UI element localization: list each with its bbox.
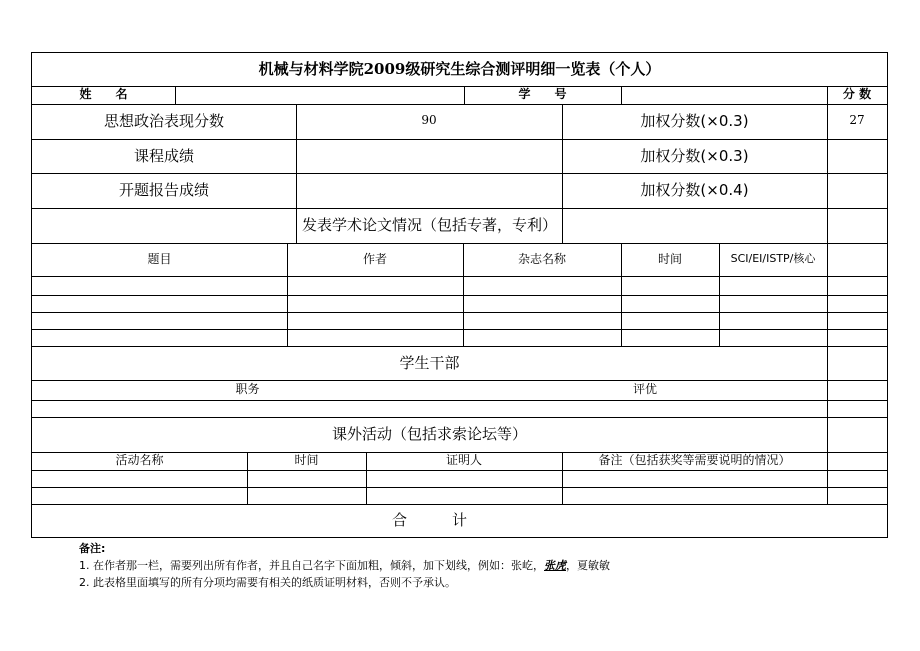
- papers-col-journal: 杂志名称: [517, 251, 566, 266]
- student-id-field[interactable]: [621, 86, 827, 104]
- note-1-prefix: 1. 在作者那一栏，需要列出所有作者，并且自己名字下面加粗，倾斜，加下划线，例如：张屹，: [79, 559, 544, 572]
- course-weighted-score[interactable]: [827, 139, 887, 173]
- total-label: 合 计: [391, 511, 467, 530]
- course-score-label: 课程成绩: [133, 146, 194, 165]
- form-title: 机械与材料学院2009级研究生综合测评明细一览表（个人）: [258, 60, 661, 79]
- notes-block: [79, 540, 610, 591]
- name-label: 姓 名: [79, 87, 128, 102]
- proposal-score-label: 开题报告成绩: [118, 181, 209, 200]
- note-1-suffix: ，夏敏敏: [566, 559, 610, 572]
- activities-section-title: 课外活动（包括求索论坛等）: [331, 425, 527, 444]
- course-score-value[interactable]: [296, 139, 562, 173]
- row-divider: [32, 470, 887, 471]
- activities-col-date: 时间: [294, 453, 319, 468]
- student-id-label: 学 号: [518, 87, 567, 102]
- proposal-weighted-score[interactable]: [827, 173, 887, 208]
- note-1-example-name: 张虎: [544, 559, 566, 572]
- name-field[interactable]: [175, 86, 464, 104]
- note-1: [79, 557, 610, 574]
- activities-col-name: 活动名称: [115, 453, 164, 468]
- row-divider: [32, 295, 887, 296]
- cadre-col-position: 职务: [235, 382, 260, 397]
- papers-col-index: SCI/EI/ISTP/核心: [730, 252, 816, 266]
- proposal-weight-label: 加权分数(×0.4): [640, 181, 749, 200]
- notes-heading: 备注:: [79, 542, 106, 555]
- cadre-col-award: 评优: [632, 382, 657, 397]
- row-divider: [32, 329, 887, 330]
- political-score-value[interactable]: 90: [421, 113, 437, 127]
- note-2: 2. 此表格里面填写的所有分项均需要有相关的纸质证明材料，否则不予承认。: [79, 576, 456, 589]
- row-divider: [32, 276, 887, 277]
- papers-col-authors: 作者: [362, 251, 387, 266]
- total-score[interactable]: [827, 504, 887, 537]
- papers-section-title: 发表学术论文情况（包括专著，专利）: [301, 216, 557, 235]
- activities-col-remarks: 备注（包括获奖等需要说明的情况）: [598, 453, 791, 468]
- row-divider: [32, 400, 887, 401]
- activities-col-witness: 证明人: [445, 453, 482, 468]
- score-label: 分 数: [842, 87, 872, 102]
- political-score-label: 思想政治表现分数: [103, 112, 224, 131]
- political-weight-label: 加权分数(×0.3): [640, 112, 749, 131]
- row-divider: [32, 487, 887, 488]
- political-weighted-score[interactable]: 27: [849, 113, 865, 127]
- proposal-score-value[interactable]: [296, 173, 562, 208]
- evaluation-form: [31, 52, 888, 538]
- course-weight-label: 加权分数(×0.3): [640, 146, 749, 165]
- row-divider: [32, 312, 887, 313]
- cadre-section-title: 学生干部: [399, 353, 460, 372]
- papers-col-date: 时间: [657, 251, 682, 266]
- papers-col-title: 题目: [147, 251, 172, 266]
